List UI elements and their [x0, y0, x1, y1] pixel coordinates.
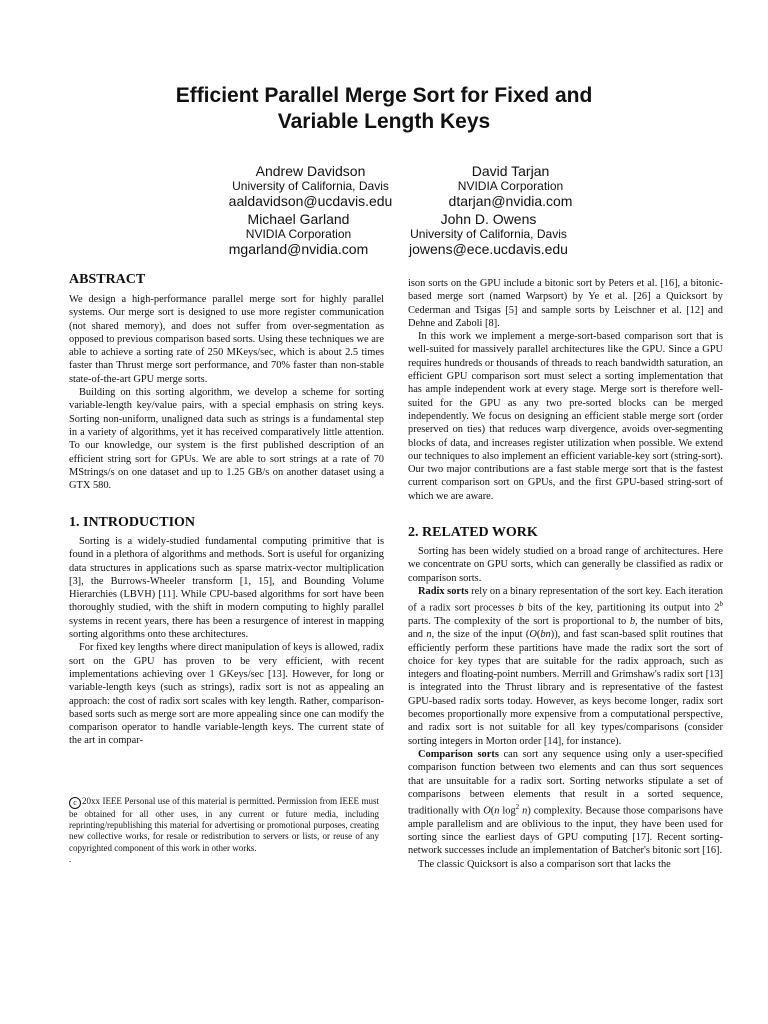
author-email: mgarland@nvidia.com: [228, 241, 369, 257]
author-email: dtarjan@nvidia.com: [448, 193, 573, 209]
related-paragraph: Sorting has been widely studied on a broad range of architectures. Here we concentrate on GPU sorts, which can generally be classified as radix or comparison sorts.: [408, 546, 723, 584]
author-name: David Tarjan: [471, 163, 550, 179]
author-email: aaldavidson@ucdavis.edu: [228, 193, 393, 209]
copyright-footnote: [69, 796, 379, 865]
abstract-paragraph: Building on this sorting algorithm, we develop a scheme for sorting variable-length key/value pairs, with a special emphasis on string keys. Sorting non-uniform, unaligned data such as strings is a fundamental step in a variety of algorithms, yet it has received comparatively little attention. To our knowledge, our system is the first published description of an efficient string sort for GPUs. We are able to sort strings at a rate of 70 MStrings/s on one dataset and up to 1.25 GB/s on another dataset using a GTX 580.: [69, 387, 384, 492]
radix-sorts-paragraph: Radix sorts rely on a binary representation of the sort key. Each iteration of a radix sort processes b bits of the key, partitioning its output into 2$^b$ parts. The complexity of the sort is proportional to b, the number of bits, and n, the size of the input (O(bn)), and fast scan-based split routines that efficiently perform these partitions have made the radix sort the sort of choice for key types that are suitable for the radix approach, such as integers and floating-point numbers. Merrill and Grimshaw's radix sort [13] is integrated into the Thrust library and is representative of the fastest GPU-based radix sorts today. However, as keys become longer, radix sort becomes proportionally more expensive from a computational perspective, and radix sort is not suitable for all key types/comparisons (consider sorting integers in Morton order [14], for instance).: [408, 585, 723, 747]
introduction-heading: 1. INTRODUCTION: [69, 515, 196, 530]
abstract-paragraph: We design a high-performance parallel merge sort for highly parallel systems. Our merge sort is designed to use more register communication (not shared memory), and does not suffer from over-segmentation as opposed to previous comparison based sorts. Using these techniques we are able to achieve a sorting rate of 250 MKeys/sec, which is about 2.5 times faster than Thrust merge sort performance, and 70% faster than non-stable state-of-the-art GPU merge sorts.: [69, 294, 384, 385]
author-block-2: [398, 163, 623, 209]
intro-paragraph: In this work we implement a merge-sort-based comparison sort that is well-suited for massively parallel architectures like the GPU. Since a GPU requires hundreds or thousands of threads to reach bandwidth saturation, an efficient GPU comparison sort must select a sorting implementation that has ample independent work at every stage. Merge sort is therefore well-suited for the GPU as any two pre-sorted blocks can be merged independently. We focus on designing an efficient stable merge sort (order preserved on ties) that reduces warp divergence, avoids over-segmenting blocks of data, and increases register utilization when possible. We extend our techniques to also implement an efficient variable-key sort (string-sort). Our two major contributions are a fast stable merge sort that is the fastest current comparison sort on GPUs, and the first GPU-based string-sort of which we are aware.: [408, 331, 723, 502]
copyright-symbol: c: [69, 797, 81, 809]
author-name: Andrew Davidson: [255, 163, 366, 179]
author-email: jowens@ece.ucdavis.edu: [409, 241, 568, 257]
related-work-section: [408, 525, 723, 871]
intro-paragraph: ison sorts on the GPU include a bitonic sort by Peters et al. [16], a bitonic-based merge sort (named Warpsort) by Ye et al. [26] a Quicksort by Cederman and Tsigas [5] and sample sorts by Leischner et al. [12] and Dehne and Zaboli [8].: [408, 278, 723, 329]
author-affiliation: University of California, Davis: [410, 227, 567, 241]
author-affiliation: NVIDIA Corporation: [457, 179, 564, 193]
author-block-1: [198, 163, 423, 209]
related-work-heading: 2. RELATED WORK: [408, 525, 538, 540]
author-affiliation: NVIDIA Corporation: [245, 227, 352, 241]
comparison-sorts-paragraph: Comparison sorts can sort any sequence using only a user-specified comparison function between two elements and can thus sort sequences that are unsuitable for a radix sort. Sorting networks stipulate a set of comparisons between elements that result in a sorted sequence, traditionally with O(n $\log^2 n$) complexity. Because those comparisons have ample parallelism and are oblivious to the input, they have been used for sorting since the earliest days of GPU computing [17]. Recent sorting-network successes include an implementation of Batcher's bitonic sort [16].: [408, 748, 723, 857]
author-name: Michael Garland: [247, 211, 350, 227]
footnote-trailer: .: [69, 853, 72, 864]
title-line-1: Efficient Parallel Merge Sort for Fixed and: [175, 84, 593, 107]
right-column-intro-continued: [408, 277, 723, 503]
paper-title: [0, 83, 768, 135]
intro-paragraph: Sorting is a widely-studied fundamental computing primitive that is found in a plethora of algorithms and methods. Sort is useful for organizing data structures in applications such as sparse matrix-vector multiplication [3], the Burrows-Wheeler transform [1, 15], and Bounding Volume Hierarchies (LBVH) [11]. While CPU-based algorithms for sort have been thoroughly studied, with the shift in modern computing to highly parallel systems in recent years, there has been a resurgence of interest in mapping sorting algorithms onto these architectures.: [69, 536, 384, 641]
related-paragraph: The classic Quicksort is also a comparison sort that lacks the: [418, 858, 671, 870]
abstract-heading: ABSTRACT: [69, 272, 146, 287]
intro-paragraph: For fixed key lengths where direct manipulation of keys is allowed, radix sort on the GPU has proven to be very efficient, with recent implementations achieving over 1 GKeys/sec [13]. However, for long or variable-length keys (such as strings), radix sort is not as appealing an approach: the cost of radix sort scales with key length. Rather, comparison-based sorts such as merge sort are more appealing since one can modify the comparison operator to handle variable-length keys. The current state of the art in compar-: [69, 642, 384, 747]
author-affiliation: University of California, Davis: [232, 179, 389, 193]
copyright-text: 20xx IEEE Personal use of this material is permitted. Permission from IEEE must be obtained for all other uses, in any current or future media, including reprinting/republishing this material for advertising or promotional purposes, creating new collective works, for resale or redistribution to servers or lists, or reuse of any copyrighted component of this work in other works.: [69, 796, 379, 853]
author-name: John D. Owens: [440, 211, 537, 227]
title-line-2: Variable Length Keys: [277, 110, 491, 133]
comparison-sorts-run-in: Comparison sorts: [418, 748, 499, 760]
abstract-section: [69, 272, 384, 492]
radix-sorts-run-in: Radix sorts: [418, 585, 469, 597]
author-block-4: [376, 211, 601, 257]
introduction-section: [69, 515, 384, 748]
